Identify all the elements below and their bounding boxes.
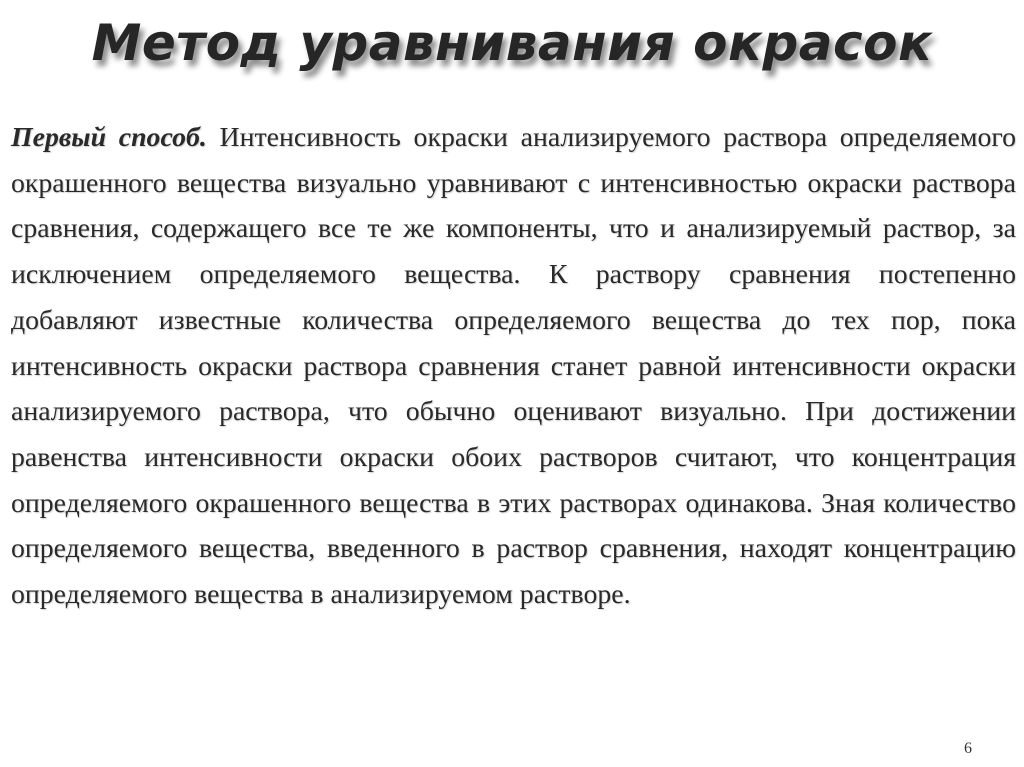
- paragraph-lead: Первый способ.: [11, 122, 207, 153]
- paragraph-text: Интенсивность окраски анализируемого раствора определяемого окрашенного вещества визуально уравнивают с интенсивностью окраски раствора сравнения, содержащего все те же компоненты, что и анализируемый раствор, за исключением определяемого вещества. К раствору сравнения постепенно добавляют известные количества определяемого вещества до тех пор, пока интенсивность окраски раствора сравнения станет равной интенсивности окраски анализируемого раствора, что обычно оценивают визуально. При достижении равенства интенсивности окраски обоих растворов считают, что концентрация определяемого окрашенного вещества в этих растворах одинакова. Зная количество определяемого вещества, введенного в раствор сравнения, находят концентрацию определяемого вещества в анализируемом растворе.: [11, 122, 1016, 611]
- body-paragraph: [11, 115, 1016, 618]
- page-number: 6: [964, 740, 972, 757]
- slide-title: Метод уравнивания окрасок: [91, 14, 933, 72]
